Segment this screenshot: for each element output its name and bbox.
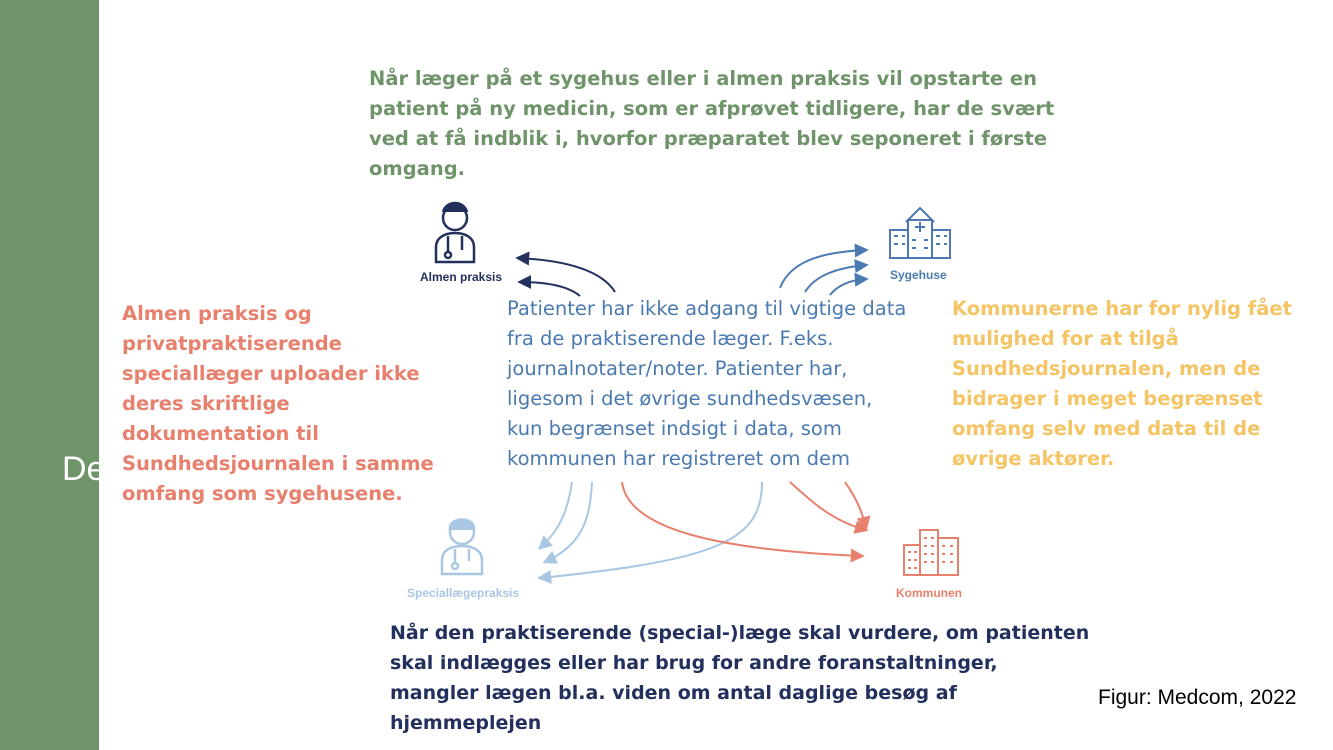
arrow-to-kommunen-1 bbox=[622, 482, 862, 556]
bottom-statement: Når den praktiserende (special-)læge skal vurdere, om patienten skal indlægges eller har brug for andre foranstaltninger, mangler lægen bl.a. viden om antal daglige besøg af hjemmeplejen bbox=[390, 622, 1090, 734]
sidebar-title-fragment: De bbox=[62, 450, 106, 488]
hospital-icon bbox=[890, 208, 950, 258]
arrow-to-sygehuse-1 bbox=[780, 250, 866, 288]
arrow-to-kommunen-3 bbox=[845, 482, 866, 528]
right-statement: Kommunerne har for nylig fået mulighed for at tilgå Sundhedsjournalen, men de bidrager i meget begrænset omfang selv med data til de øvrige aktører. bbox=[952, 297, 1292, 470]
arrow-to-sygehuse-2 bbox=[805, 265, 866, 292]
arrow-to-sygehuse-3 bbox=[830, 279, 866, 295]
arrow-to-special-3 bbox=[540, 482, 762, 578]
top-statement: Når læger på et sygehus eller i almen praksis vil opstarte en patient på ny medicin, som er afprøvet tidligere, har de svært ved at få indblik i, hvorfor præparatet blev seponeret i første omgang. bbox=[369, 67, 1055, 180]
node-label-special: Speciallægepraksis bbox=[407, 586, 520, 600]
arrow-to-special-2 bbox=[545, 482, 592, 562]
center-statement: Patienter har ikke adgang til vigtige data fra de praktiserende læger. F.eks. journalnotater/noter. Patienter har, ligesom i det øvrige sundhedsvæsen, kun begrænset indsigt i data, som kommunen har registreret om dem bbox=[507, 297, 907, 470]
doctor-icon bbox=[436, 203, 474, 262]
arrow-to-kommunen-2 bbox=[790, 482, 866, 530]
arrow-to-special-1 bbox=[540, 482, 572, 548]
left-statement: Almen praksis og privatpraktiserende speciallæger uploader ikke deres skriftlige dokumentation til Sundhedsjournalen i samme omfang som sygehusene. bbox=[122, 302, 434, 505]
specialist-doctor-icon bbox=[442, 520, 482, 575]
node-label-almen: Almen praksis bbox=[420, 270, 503, 284]
figure-caption: Figur: Medcom, 2022 bbox=[1098, 686, 1297, 709]
city-buildings-icon bbox=[904, 530, 958, 575]
node-label-sygehuse: Sygehuse bbox=[890, 268, 947, 282]
arrow-to-almen-1 bbox=[518, 258, 615, 292]
node-label-kommunen: Kommunen bbox=[896, 586, 962, 600]
